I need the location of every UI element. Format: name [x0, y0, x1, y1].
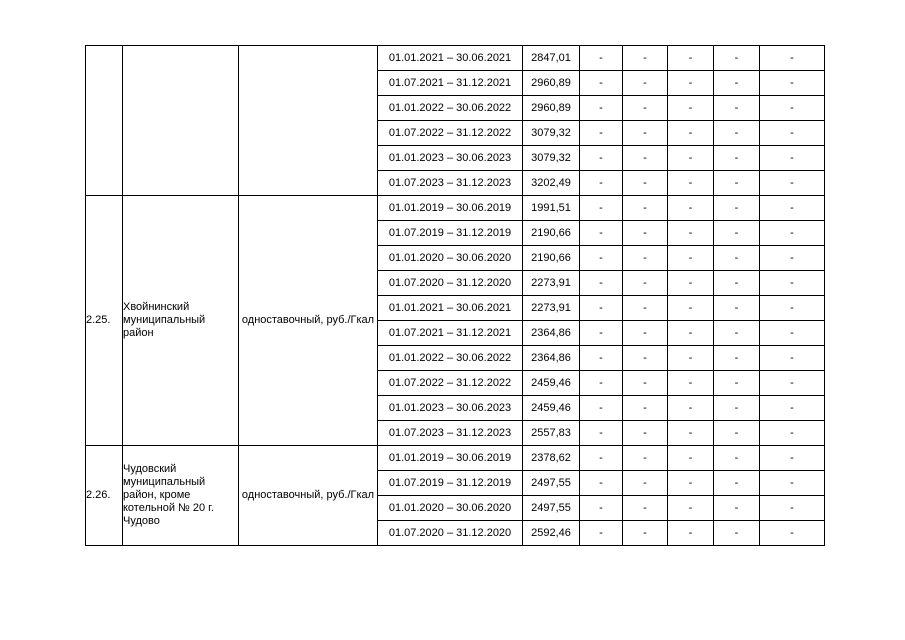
tariff-value-cell: 3079,32: [523, 146, 580, 171]
dash-cell: -: [668, 171, 714, 196]
dash-cell: -: [668, 446, 714, 471]
dash-cell: -: [714, 496, 760, 521]
tariff-value-cell: 2190,66: [523, 221, 580, 246]
period-cell: 01.07.2021 – 31.12.2021: [378, 71, 523, 96]
tariff-value-cell: 2190,66: [523, 246, 580, 271]
dash-cell: -: [760, 271, 825, 296]
dash-cell: -: [760, 346, 825, 371]
tariff-table-body: [86, 46, 825, 546]
dash-cell: -: [714, 71, 760, 96]
table-row: [86, 446, 825, 471]
period-cell: 01.01.2019 – 30.06.2019: [378, 196, 523, 221]
dash-cell: -: [668, 396, 714, 421]
dash-cell: -: [580, 421, 623, 446]
dash-cell: -: [623, 246, 668, 271]
dash-cell: -: [760, 496, 825, 521]
dash-cell: -: [714, 171, 760, 196]
dash-cell: -: [623, 196, 668, 221]
period-cell: 01.01.2021 – 30.06.2021: [378, 46, 523, 71]
dash-cell: -: [623, 296, 668, 321]
tariff-type: [239, 46, 378, 196]
tariff-type: одноставочный, руб./Гкал: [239, 196, 378, 446]
tariff-value-cell: 2364,86: [523, 321, 580, 346]
dash-cell: -: [580, 71, 623, 96]
dash-cell: -: [623, 221, 668, 246]
dash-cell: -: [668, 421, 714, 446]
dash-cell: -: [668, 71, 714, 96]
tariff-table: [85, 45, 825, 546]
period-cell: 01.07.2023 – 31.12.2023: [378, 421, 523, 446]
tariff-value-cell: 2557,83: [523, 421, 580, 446]
dash-cell: -: [668, 521, 714, 546]
dash-cell: -: [580, 446, 623, 471]
dash-cell: -: [580, 396, 623, 421]
dash-cell: -: [714, 321, 760, 346]
dash-cell: -: [580, 246, 623, 271]
dash-cell: -: [760, 471, 825, 496]
dash-cell: -: [580, 521, 623, 546]
dash-cell: -: [714, 221, 760, 246]
tariff-value-cell: 2497,55: [523, 471, 580, 496]
dash-cell: -: [580, 146, 623, 171]
dash-cell: -: [760, 221, 825, 246]
dash-cell: -: [714, 46, 760, 71]
dash-cell: -: [668, 121, 714, 146]
dash-cell: -: [623, 396, 668, 421]
tariff-value-cell: 2459,46: [523, 396, 580, 421]
dash-cell: -: [714, 346, 760, 371]
dash-cell: -: [760, 371, 825, 396]
dash-cell: -: [714, 296, 760, 321]
dash-cell: -: [668, 321, 714, 346]
item-number: 2.26.: [86, 446, 123, 546]
period-cell: 01.01.2020 – 30.06.2020: [378, 496, 523, 521]
dash-cell: -: [668, 146, 714, 171]
dash-cell: -: [714, 146, 760, 171]
tariff-value-cell: 2459,46: [523, 371, 580, 396]
dash-cell: -: [714, 271, 760, 296]
dash-cell: -: [714, 371, 760, 396]
period-cell: 01.07.2023 – 31.12.2023: [378, 171, 523, 196]
dash-cell: -: [580, 271, 623, 296]
period-cell: 01.07.2020 – 31.12.2020: [378, 521, 523, 546]
dash-cell: -: [623, 496, 668, 521]
dash-cell: -: [580, 371, 623, 396]
period-cell: 01.07.2019 – 31.12.2019: [378, 221, 523, 246]
dash-cell: -: [760, 146, 825, 171]
dash-cell: -: [580, 321, 623, 346]
dash-cell: -: [623, 521, 668, 546]
district-name: [123, 46, 239, 196]
table-row: [86, 196, 825, 221]
dash-cell: -: [623, 71, 668, 96]
dash-cell: -: [760, 121, 825, 146]
dash-cell: -: [580, 196, 623, 221]
period-cell: 01.01.2022 – 30.06.2022: [378, 346, 523, 371]
dash-cell: -: [623, 121, 668, 146]
dash-cell: -: [668, 196, 714, 221]
period-cell: 01.07.2021 – 31.12.2021: [378, 321, 523, 346]
period-cell: 01.01.2022 – 30.06.2022: [378, 96, 523, 121]
period-cell: 01.07.2022 – 31.12.2022: [378, 371, 523, 396]
dash-cell: -: [760, 171, 825, 196]
period-cell: 01.01.2019 – 30.06.2019: [378, 446, 523, 471]
dash-cell: -: [714, 471, 760, 496]
item-number: [86, 46, 123, 196]
tariff-value-cell: 1991,51: [523, 196, 580, 221]
tariff-value-cell: 2273,91: [523, 271, 580, 296]
dash-cell: -: [760, 321, 825, 346]
period-cell: 01.01.2023 – 30.06.2023: [378, 146, 523, 171]
dash-cell: -: [580, 496, 623, 521]
dash-cell: -: [668, 296, 714, 321]
dash-cell: -: [668, 496, 714, 521]
period-cell: 01.01.2023 – 30.06.2023: [378, 396, 523, 421]
period-cell: 01.01.2021 – 30.06.2021: [378, 296, 523, 321]
dash-cell: -: [668, 46, 714, 71]
dash-cell: -: [623, 271, 668, 296]
table-row: [86, 46, 825, 71]
tariff-value-cell: 3079,32: [523, 121, 580, 146]
tariff-value-cell: 2273,91: [523, 296, 580, 321]
dash-cell: -: [714, 246, 760, 271]
dash-cell: -: [623, 46, 668, 71]
dash-cell: -: [580, 296, 623, 321]
dash-cell: -: [760, 96, 825, 121]
period-cell: 01.07.2022 – 31.12.2022: [378, 121, 523, 146]
dash-cell: -: [580, 121, 623, 146]
district-name: Чудовский муниципальный район, кроме котельной № 20 г. Чудово: [123, 446, 239, 546]
dash-cell: -: [714, 196, 760, 221]
dash-cell: -: [580, 471, 623, 496]
dash-cell: -: [760, 46, 825, 71]
dash-cell: -: [623, 471, 668, 496]
dash-cell: -: [714, 421, 760, 446]
dash-cell: -: [668, 346, 714, 371]
item-number: 2.25.: [86, 196, 123, 446]
tariff-value-cell: 2960,89: [523, 71, 580, 96]
dash-cell: -: [760, 246, 825, 271]
dash-cell: -: [760, 296, 825, 321]
tariff-value-cell: 2847,01: [523, 46, 580, 71]
tariff-value-cell: 2378,62: [523, 446, 580, 471]
dash-cell: -: [760, 71, 825, 96]
dash-cell: -: [714, 521, 760, 546]
dash-cell: -: [623, 171, 668, 196]
dash-cell: -: [623, 321, 668, 346]
dash-cell: -: [668, 271, 714, 296]
period-cell: 01.01.2020 – 30.06.2020: [378, 246, 523, 271]
dash-cell: -: [668, 96, 714, 121]
dash-cell: -: [760, 446, 825, 471]
dash-cell: -: [760, 196, 825, 221]
period-cell: 01.07.2019 – 31.12.2019: [378, 471, 523, 496]
tariff-value-cell: 3202,49: [523, 171, 580, 196]
dash-cell: -: [760, 521, 825, 546]
district-name: Хвойнинский муниципальный район: [123, 196, 239, 446]
dash-cell: -: [580, 171, 623, 196]
tariff-value-cell: 2497,55: [523, 496, 580, 521]
dash-cell: -: [623, 96, 668, 121]
dash-cell: -: [668, 246, 714, 271]
tariff-value-cell: 2592,46: [523, 521, 580, 546]
dash-cell: -: [623, 371, 668, 396]
dash-cell: -: [714, 396, 760, 421]
dash-cell: -: [580, 96, 623, 121]
dash-cell: -: [623, 346, 668, 371]
dash-cell: -: [623, 421, 668, 446]
dash-cell: -: [623, 446, 668, 471]
dash-cell: -: [580, 346, 623, 371]
dash-cell: -: [580, 46, 623, 71]
dash-cell: -: [760, 421, 825, 446]
period-cell: 01.07.2020 – 31.12.2020: [378, 271, 523, 296]
dash-cell: -: [623, 146, 668, 171]
tariff-value-cell: 2364,86: [523, 346, 580, 371]
dash-cell: -: [668, 471, 714, 496]
dash-cell: -: [714, 446, 760, 471]
tariff-type: одноставочный, руб./Гкал: [239, 446, 378, 546]
dash-cell: -: [714, 96, 760, 121]
dash-cell: -: [668, 371, 714, 396]
dash-cell: -: [714, 121, 760, 146]
tariff-value-cell: 2960,89: [523, 96, 580, 121]
dash-cell: -: [668, 221, 714, 246]
dash-cell: -: [580, 221, 623, 246]
dash-cell: -: [760, 396, 825, 421]
